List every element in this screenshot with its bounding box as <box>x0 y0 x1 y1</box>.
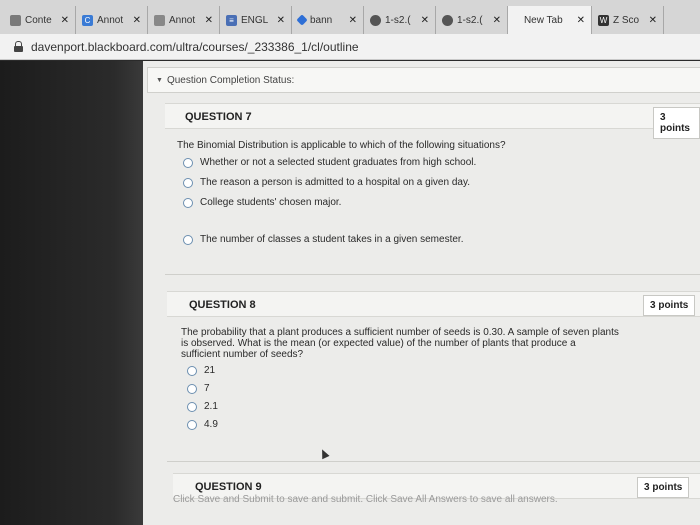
close-icon[interactable]: ✕ <box>348 14 357 26</box>
close-icon[interactable]: ✕ <box>276 14 285 26</box>
radio-button[interactable] <box>187 420 197 430</box>
browser-tab[interactable]: Annot ✕ <box>148 6 220 34</box>
radio-button[interactable] <box>187 366 197 376</box>
browser-tab-strip <box>0 0 700 34</box>
browser-tab[interactable]: Conte ✕ <box>4 6 76 34</box>
mouse-cursor <box>318 448 329 460</box>
close-icon[interactable]: ✕ <box>576 14 585 26</box>
radio-button[interactable] <box>183 235 193 245</box>
browser-tab[interactable]: 1-s2.( ✕ <box>364 6 436 34</box>
question-text-line: The probability that a plant produces a sufficient number of seeds is 0.30. A sample of seven plants <box>181 327 619 338</box>
browser-tab[interactable]: ≡ ENGL ✕ <box>220 6 292 34</box>
close-icon[interactable]: ✕ <box>420 14 429 26</box>
document-icon: ≡ <box>226 15 237 26</box>
footer-instructions: Click Save and Submit to save and submit. Click Save All Answers to save all answers. <box>173 494 558 505</box>
browser-tab[interactable]: C Annot ✕ <box>76 6 148 34</box>
left-panel <box>0 61 143 525</box>
answer-option[interactable]: The reason a person is admitted to a hospital on a given day. <box>183 177 470 188</box>
close-icon[interactable]: ✕ <box>492 14 501 26</box>
radio-button[interactable] <box>187 384 197 394</box>
question-text-line: sufficient number of seeds? <box>181 349 304 360</box>
question-completion-status[interactable]: ▼ Question Completion Status: <box>147 67 700 93</box>
question-text: The Binomial Distribution is applicable to which of the following situations? <box>177 140 506 151</box>
test-content <box>143 61 700 525</box>
question-title: QUESTION 7 <box>185 111 252 123</box>
zscore-icon: W <box>599 15 608 25</box>
answer-option[interactable]: 7 <box>187 383 210 394</box>
browser-tab[interactable]: bann ✕ <box>292 6 364 34</box>
divider <box>165 274 700 275</box>
browser-tab[interactable]: 1-s2.( ✕ <box>436 6 508 34</box>
radio-button[interactable] <box>183 198 193 208</box>
radio-button[interactable] <box>183 178 193 188</box>
answer-option[interactable]: 21 <box>187 365 215 376</box>
answer-option[interactable]: The number of classes a student takes in a given semester. <box>183 234 463 245</box>
close-icon[interactable]: ✕ <box>648 14 657 26</box>
close-icon[interactable]: ✕ <box>60 14 69 26</box>
browser-tab[interactable]: W Z Sco ✕ <box>592 6 664 34</box>
radio-button[interactable] <box>183 158 193 168</box>
globe-icon <box>370 15 381 26</box>
radio-button[interactable] <box>187 402 197 412</box>
annotation-icon: C <box>82 15 93 26</box>
globe-icon <box>442 15 453 26</box>
close-icon[interactable]: ✕ <box>132 14 141 26</box>
answer-option[interactable]: College students' chosen major. <box>183 197 341 208</box>
answer-option[interactable]: 4.9 <box>187 419 218 430</box>
close-icon[interactable]: ✕ <box>204 14 213 26</box>
blackboard-icon <box>10 15 21 26</box>
answer-option[interactable]: Whether or not a selected student graduates from high school. <box>183 157 476 168</box>
points-badge: 3 points <box>653 107 700 139</box>
browser-tab-active[interactable]: New Tab ✕ <box>508 6 592 34</box>
notebook-icon <box>154 15 165 26</box>
divider <box>167 461 700 462</box>
address-bar[interactable] <box>0 34 700 60</box>
question-title: QUESTION 9 <box>195 481 262 493</box>
points-badge: 3 points <box>643 295 695 316</box>
url-text: davenport.blackboard.com/ultra/courses/_233386_1/cl/outline <box>31 39 359 54</box>
diamond-icon <box>296 14 307 25</box>
question-title: QUESTION 8 <box>189 299 256 311</box>
question-text-line: is observed. What is the mean (or expected value) of the number of plants that produce a <box>181 338 576 349</box>
points-badge: 3 points <box>637 477 689 498</box>
lock-icon <box>14 41 23 52</box>
answer-option[interactable]: 2.1 <box>187 401 218 412</box>
chevron-down-icon: ▼ <box>156 76 163 84</box>
